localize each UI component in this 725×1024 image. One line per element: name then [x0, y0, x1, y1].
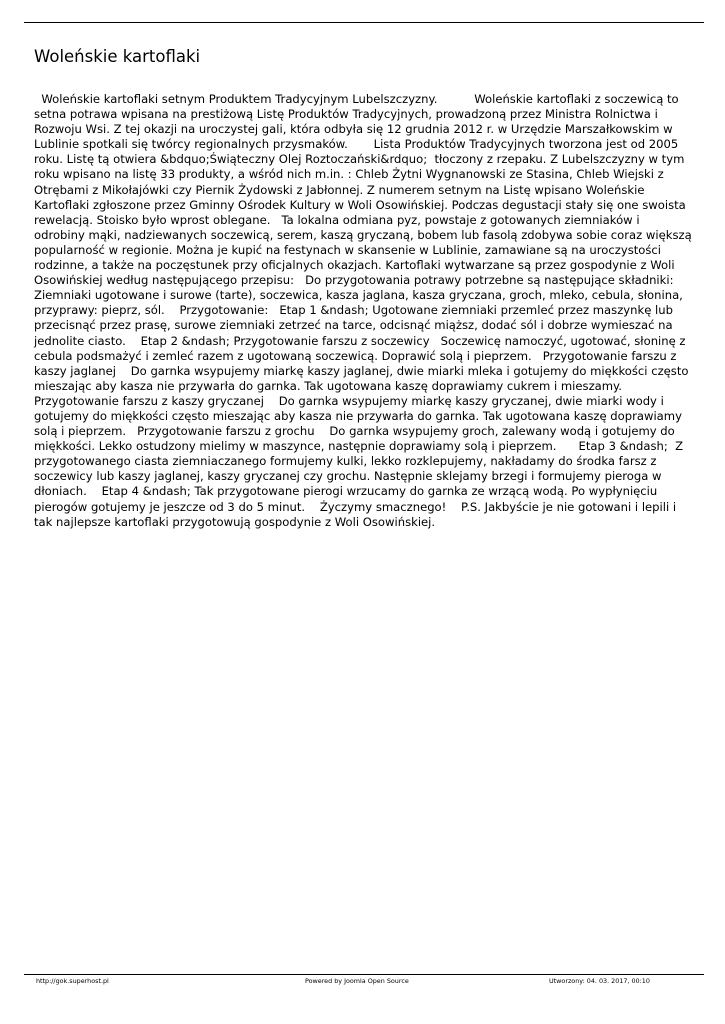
footer-divider [24, 974, 704, 975]
header-divider [24, 22, 704, 23]
footer-url: http://gok.superhost.pl [36, 977, 109, 985]
footer-powered-by: Powered by Joomla Open Source [305, 977, 409, 985]
article-body: Woleńskie kartoflaki setnym Produktem Tradycyjnym Lubelszczyzny. Woleńskie kartoflaki z soczewicą to setna potrawa wpisana na prestiżową Listę Produktów Tradycyjnych, prowadzoną przez Ministra Rolnictwa i Rozwoju Wsi. Z tej okazji na uroczystej gali, która odbyła się 12 grudnia 2012 r. w Urzędzie Marszałkowskim w Lublinie spotkali się twórcy regionalnych przysmaków. Lista Produktów Tradycyjnych tworzona jest od 2005 roku. Listę tą otwiera &bdquo;Świąteczny Olej Roztoczański&rdquo; tłoczony z rzepaku. Z Lubelszczyzny w tym roku wpisano na listę 33 produkty, a wśród nich m.in. : Chleb Żytni Wygnanowski ze Stasina, Chleb Wiejski z Otrębami z Mikołajówki czy Piernik Żydowski z Jabłonnej. Z numerem setnym na Listę wpisano Woleńskie Kartoflaki zgłoszone przez Gminny Ośrodek Kultury w Woli Osowińskiej. Podczas degustacji stały się one swoista rewelacją. Stoisko było wprost oblegane. Ta lokalna odmiana pyz, powstaje z gotowanych ziemniaków i odrobiny mąki, nadziewanych soczewicą, serem, kaszą gryczaną, bobem lub fasolą zdobywa sobie coraz większą popularność w regionie. Można je kupić na festynach w skansenie w Lublinie, zamawiane są na uroczystości rodzinne, a także na poczęstunek przy oficjalnych okazjach. Kartoflaki wytwarzane są przez gospodynie z Woli Osowińskiej według następującego przepisu: Do przygotowania potrawy potrzebne są następujące składniki: Ziemniaki ugotowane i surowe (tarte), soczewica, kasza jaglana, kasza gryczana, groch, mleko, cebula, słonina, przyprawy: pieprz, sól. Przygotowanie: Etap 1 &ndash; Ugotowane ziemniaki przemleć przez maszynkę lub przecisnąć przez prasę, surowe ziemniaki zetrzeć na tarce, odcisnąć miąższ, dodać sól i dobrze wymieszać na jednolite ciasto. Etap 2 &ndash; Przygotowanie farszu z soczewicy Soczewicę namoczyć, ugotować, słoninę z cebula podsmażyć i zemleć razem z ugotowaną soczewicą. Doprawić solą i pieprzem. Przygotowanie farszu z kaszy jaglanej Do garnka wsypujemy miarkę kaszy jaglanej, dwie miarki mleka i gotujemy do miękkości często mieszając aby kasza nie przywarła do garnka. Tak ugotowana kaszę doprawiamy cukrem i mieszamy. Przygotowanie farszu z kaszy gryczanej Do garnka wsypujemy miarkę kaszy gryczanej, dwie miarki wody i gotujemy do miękkości często mieszając aby kasza nie przywarła do garnka. Tak ugotowana kaszę doprawiamy solą i pieprzem. Przygotowanie farszu z grochu Do garnka wsypujemy groch, zalewany wodą i gotujemy do miękkości. Lekko ostudzony mielimy w maszynce, następnie doprawiamy solą i pieprzem. Etap 3 &ndash; Z przygotowanego ciasta ziemniaczanego formujemy kulki, lekko rozklepujemy, nakładamy do środka farsz z soczewicy lub kaszy jaglanej, kaszy gryczanej czy grochu. Następnie sklejamy brzegi i formujemy pieroga w dłoniach. Etap 4 &ndash; Tak przygotowane pierogi wrzucamy do garnka ze wrzącą wodą. Po wypłynięciu pierogów gotujemy je jeszcze od 3 do 5 minut. Życzymy smacznego! P.S. Jakbyście je nie gotowani i lepili i tak najlepsze kartoflaki przygotowują gospodynie z Woli Osowińskiej. [34, 92, 696, 529]
page-title: Woleńskie kartoflaki [34, 47, 201, 67]
footer-created-date: Utworzony: 04. 03. 2017, 00:10 [549, 977, 650, 985]
